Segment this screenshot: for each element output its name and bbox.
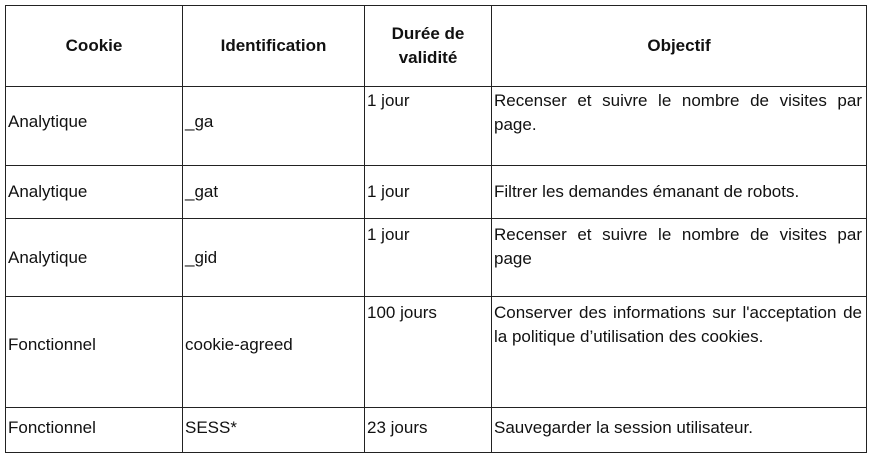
- cell-cookie: Fonctionnel: [6, 297, 183, 408]
- header-row: [6, 6, 867, 87]
- cell-duree: 1 jour: [365, 166, 492, 219]
- header-cookie: Cookie: [6, 6, 183, 87]
- cell-identification: _ga: [183, 87, 365, 166]
- table-row: [6, 87, 867, 166]
- table-row: [6, 408, 867, 453]
- cell-cookie: Analytique: [6, 219, 183, 297]
- cell-identification: _gat: [183, 166, 365, 219]
- table-row: [6, 166, 867, 219]
- header-duree-validite: [365, 6, 492, 87]
- table-row: [6, 297, 867, 408]
- table-body: [6, 87, 867, 453]
- cell-objectif: Conserver des informations sur l'acceptation de la politique d’utilisation des cookies.: [492, 297, 867, 408]
- cell-objectif: Sauvegarder la session utilisateur.: [492, 408, 867, 453]
- table-header: [6, 6, 867, 87]
- cell-duree: 23 jours: [365, 408, 492, 453]
- table-row: [6, 219, 867, 297]
- header-identification: Identification: [183, 6, 365, 87]
- header-duree-line1: Durée de: [391, 24, 465, 43]
- cell-objectif: Recenser et suivre le nombre de visites par page.: [492, 87, 867, 166]
- cell-duree: 1 jour: [365, 87, 492, 166]
- cookie-table: [5, 5, 867, 453]
- header-duree-line2: validité: [398, 48, 458, 67]
- cell-duree: 1 jour: [365, 219, 492, 297]
- cell-objectif: Recenser et suivre le nombre de visites par page: [492, 219, 867, 297]
- cell-identification: cookie-agreed: [183, 297, 365, 408]
- cell-objectif: Filtrer les demandes émanant de robots.: [492, 166, 867, 219]
- cell-cookie: Fonctionnel: [6, 408, 183, 453]
- cell-duree: 100 jours: [365, 297, 492, 408]
- cell-cookie: Analytique: [6, 166, 183, 219]
- cell-cookie: Analytique: [6, 87, 183, 166]
- header-objectif: Objectif: [492, 6, 867, 87]
- cell-identification: _gid: [183, 219, 365, 297]
- cell-identification: SESS*: [183, 408, 365, 453]
